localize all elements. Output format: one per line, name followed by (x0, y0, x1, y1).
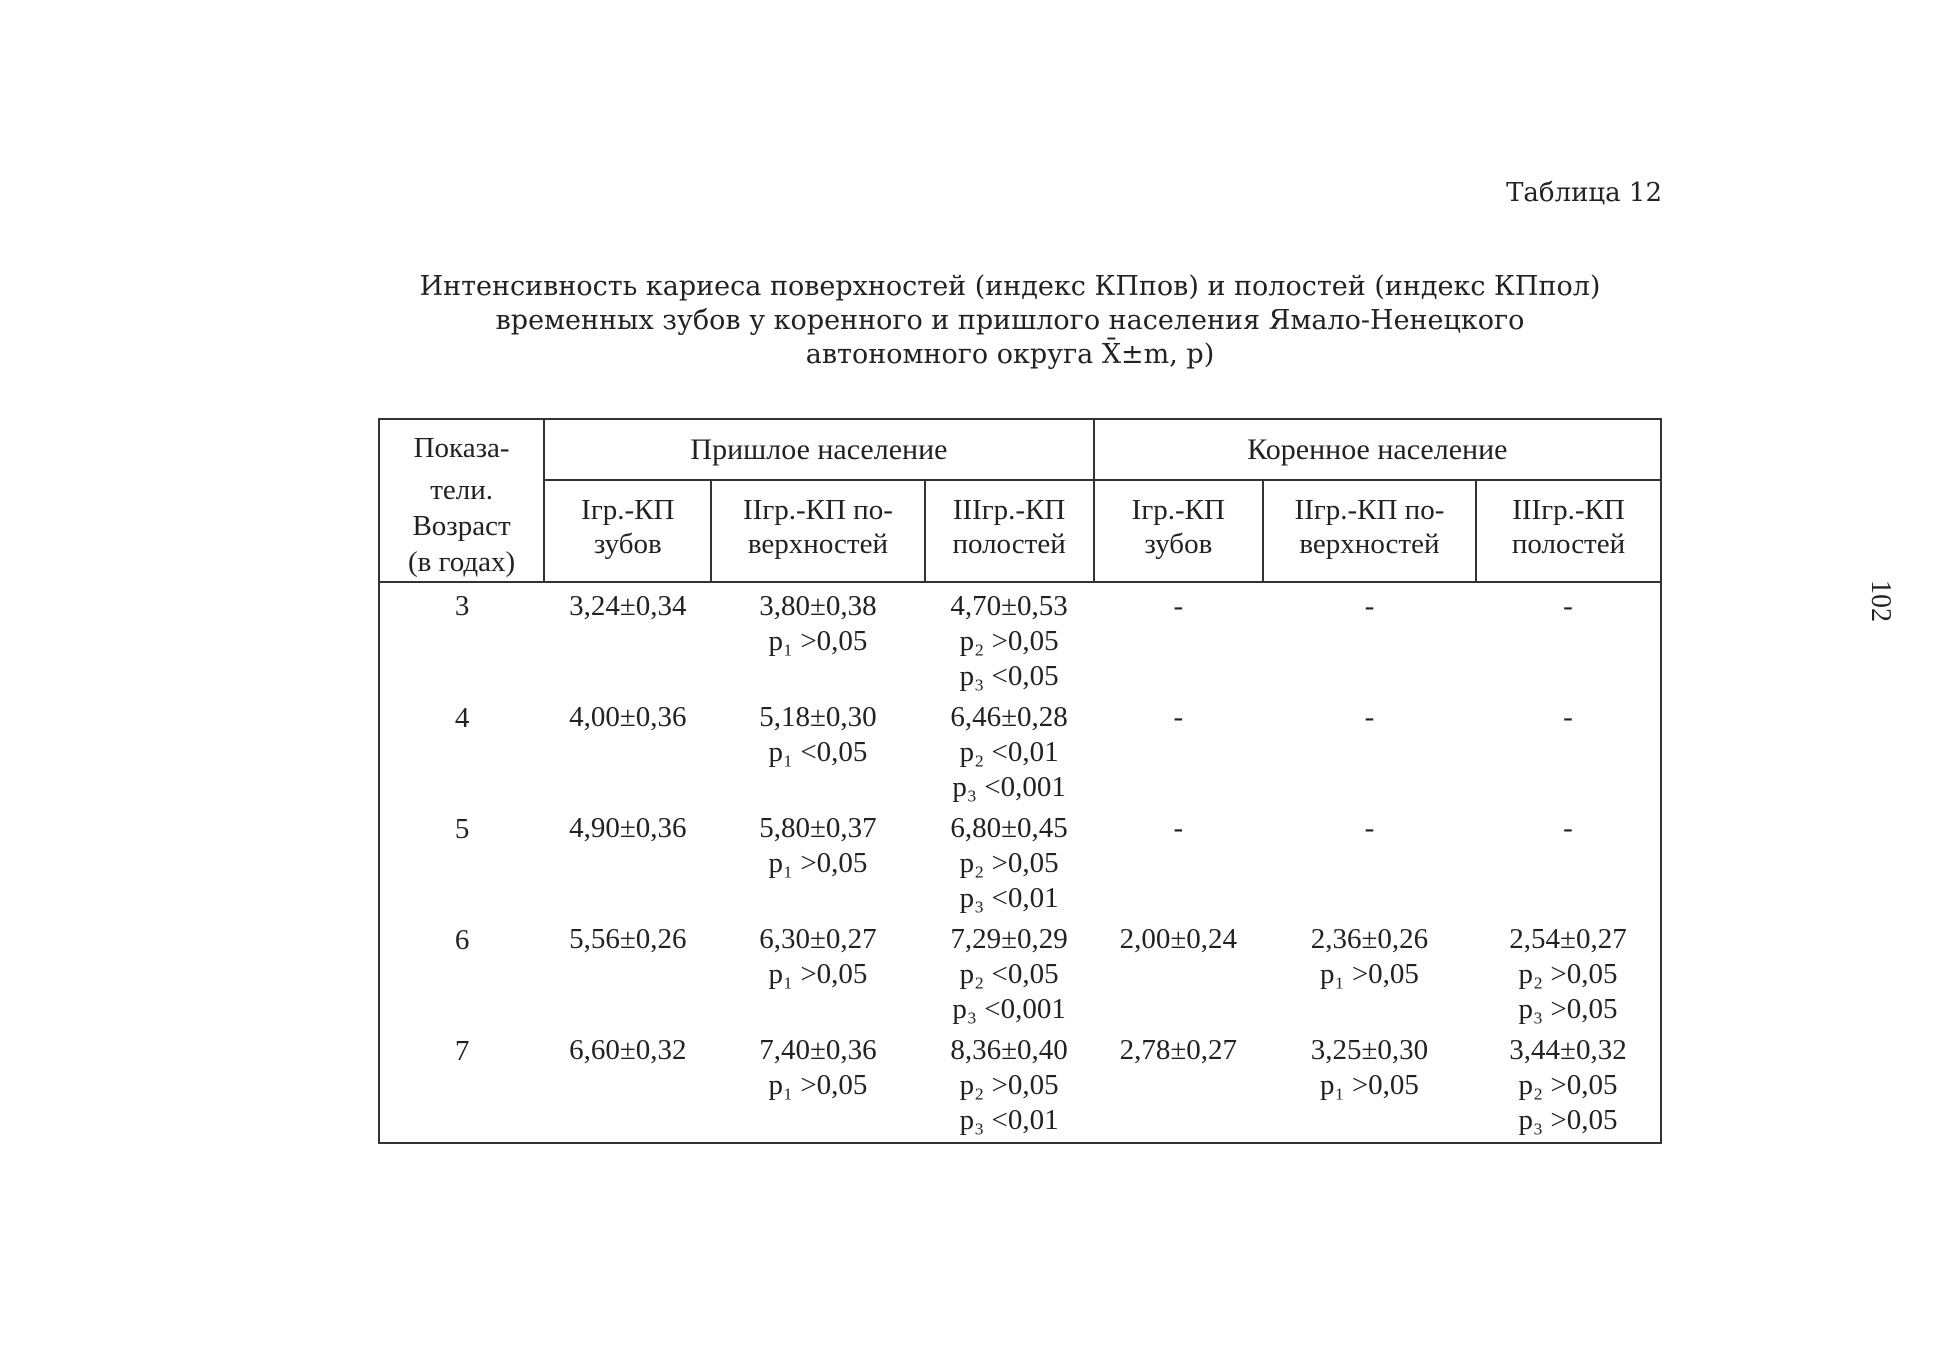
value-cell (1263, 582, 1476, 700)
value-cell (1263, 700, 1476, 811)
table-row (379, 922, 1661, 1033)
value-cell (1476, 922, 1661, 1033)
mean-value: 2,78±0,27 (1119, 1034, 1238, 1066)
p-value: р₁ <0,05 (768, 736, 868, 768)
value-cell (544, 582, 711, 700)
value-cell (1263, 811, 1476, 922)
value-cell (925, 922, 1094, 1033)
mean-value: 5,18±0,30 (759, 701, 877, 733)
p-value: р₃ >0,05 (1518, 1104, 1618, 1136)
mean-value: 3,24±0,34 (569, 590, 687, 622)
header-line: тели. (430, 474, 493, 506)
value-cell (925, 811, 1094, 922)
subheader-newcomer-group-1: Iгр.-КП зубов (544, 480, 711, 582)
mean-value: - (1173, 812, 1184, 844)
p-value: р₁ >0,05 (768, 1069, 868, 1101)
table-body (379, 582, 1661, 1143)
p-value: р₂ >0,05 (959, 625, 1059, 657)
p-value: р₂ >0,05 (1518, 1069, 1618, 1101)
p-value: р₁ >0,05 (768, 847, 868, 879)
table-number: Таблица 12 (1506, 178, 1662, 208)
age-cell: 6 (379, 922, 544, 1033)
mean-value: 4,00±0,36 (569, 701, 687, 733)
age-cell: 5 (379, 811, 544, 922)
value-cell (1476, 1033, 1661, 1143)
p-value: р₃ <0,05 (959, 660, 1059, 692)
p-value: р₂ >0,05 (1518, 958, 1618, 990)
value-cell (1263, 1033, 1476, 1143)
mean-value: - (1364, 590, 1375, 622)
header-indicators-age (379, 419, 544, 582)
caption-line: временных зубов у коренного и пришлого населения Ямало-Ненецкого (495, 305, 1525, 336)
mean-value: 6,60±0,32 (569, 1034, 687, 1066)
mean-value: 5,56±0,26 (569, 923, 687, 955)
mean-value: - (1364, 701, 1375, 733)
p-value: р₁ >0,05 (768, 958, 868, 990)
mean-value: - (1173, 701, 1184, 733)
value-cell (925, 700, 1094, 811)
value-cell (1476, 811, 1661, 922)
caption-line: Интенсивность кариеса поверхностей (индекс КПпов) и полостей (индекс КПпол) (419, 271, 1601, 302)
mean-value: 6,30±0,27 (759, 923, 877, 955)
p-value: р₃ >0,05 (1518, 993, 1618, 1025)
mean-value: - (1563, 701, 1573, 733)
caption-line: автономного округа X̄±m, р) (805, 339, 1215, 370)
p-value: р₃ <0,001 (952, 771, 1066, 803)
value-cell (711, 582, 924, 700)
mean-value: 3,80±0,38 (759, 590, 877, 622)
subheader-newcomer-group-2: IIгр.-КП по- верхностей (711, 480, 924, 582)
mean-value: 7,29±0,29 (950, 923, 1068, 955)
value-cell (1094, 1033, 1263, 1143)
header-line: (в годах) (407, 546, 516, 578)
mean-value: 4,90±0,36 (569, 812, 687, 844)
mean-value: - (1563, 590, 1573, 622)
mean-value: 3,44±0,32 (1509, 1034, 1627, 1066)
value-cell (544, 1033, 711, 1143)
value-cell (1263, 922, 1476, 1033)
table-caption (360, 270, 1660, 372)
subheader-indigenous-group-1: Iгр.-КП зубов (1094, 480, 1263, 582)
mean-value: 2,54±0,27 (1509, 923, 1627, 955)
age-cell: 7 (379, 1033, 544, 1143)
p-value: р₂ <0,05 (959, 958, 1059, 990)
value-cell (1094, 700, 1263, 811)
page-number: 102 (1865, 580, 1896, 622)
table-row (379, 700, 1661, 811)
table-row (379, 582, 1661, 700)
header-line: Показа- (413, 432, 510, 464)
table-row (379, 1033, 1661, 1143)
table-row (379, 811, 1661, 922)
age-cell: 4 (379, 700, 544, 811)
subheader-newcomer-group-3: IIIгр.-КП полостей (925, 480, 1094, 582)
value-cell (711, 700, 924, 811)
p-value: р₁ >0,05 (768, 625, 868, 657)
value-cell (711, 811, 924, 922)
value-cell (925, 1033, 1094, 1143)
mean-value: 4,70±0,53 (950, 590, 1068, 622)
p-value: р₁ >0,05 (1319, 1069, 1419, 1101)
value-cell (544, 922, 711, 1033)
mean-value: - (1173, 590, 1184, 622)
mean-value: 8,36±0,40 (950, 1034, 1068, 1066)
value-cell (544, 811, 711, 922)
value-cell (925, 582, 1094, 700)
p-value: р₁ >0,05 (1319, 958, 1419, 990)
value-cell (711, 1033, 924, 1143)
value-cell (544, 700, 711, 811)
p-value: р₂ >0,05 (959, 1069, 1059, 1101)
header-group-newcomer: Пришлое население (544, 419, 1094, 480)
p-value: р₃ <0,01 (959, 882, 1059, 914)
header-group-indigenous: Коренное население (1094, 419, 1661, 480)
value-cell (1094, 582, 1263, 700)
subheader-indigenous-group-3: IIIгр.-КП полостей (1476, 480, 1661, 582)
mean-value: 3,25±0,30 (1310, 1034, 1429, 1066)
mean-value: 2,36±0,26 (1310, 923, 1429, 955)
mean-value: 7,40±0,36 (759, 1034, 877, 1066)
data-table (378, 418, 1662, 1144)
p-value: р₂ >0,05 (959, 847, 1059, 879)
age-cell: 3 (379, 582, 544, 700)
header-line: Возраст (412, 510, 511, 542)
mean-value: - (1364, 812, 1375, 844)
mean-value: 2,00±0,24 (1119, 923, 1238, 955)
value-cell (711, 922, 924, 1033)
value-cell (1094, 811, 1263, 922)
p-value: р₂ <0,01 (959, 736, 1059, 768)
mean-value: 5,80±0,37 (759, 812, 877, 844)
p-value: р₃ <0,01 (959, 1104, 1059, 1136)
value-cell (1094, 922, 1263, 1033)
subheader-indigenous-group-2: IIгр.-КП по- верхностей (1263, 480, 1476, 582)
value-cell (1476, 700, 1661, 811)
p-value: р₃ <0,001 (952, 993, 1066, 1025)
mean-value: - (1563, 812, 1573, 844)
mean-value: 6,46±0,28 (950, 701, 1068, 733)
value-cell (1476, 582, 1661, 700)
mean-value: 6,80±0,45 (950, 812, 1068, 844)
